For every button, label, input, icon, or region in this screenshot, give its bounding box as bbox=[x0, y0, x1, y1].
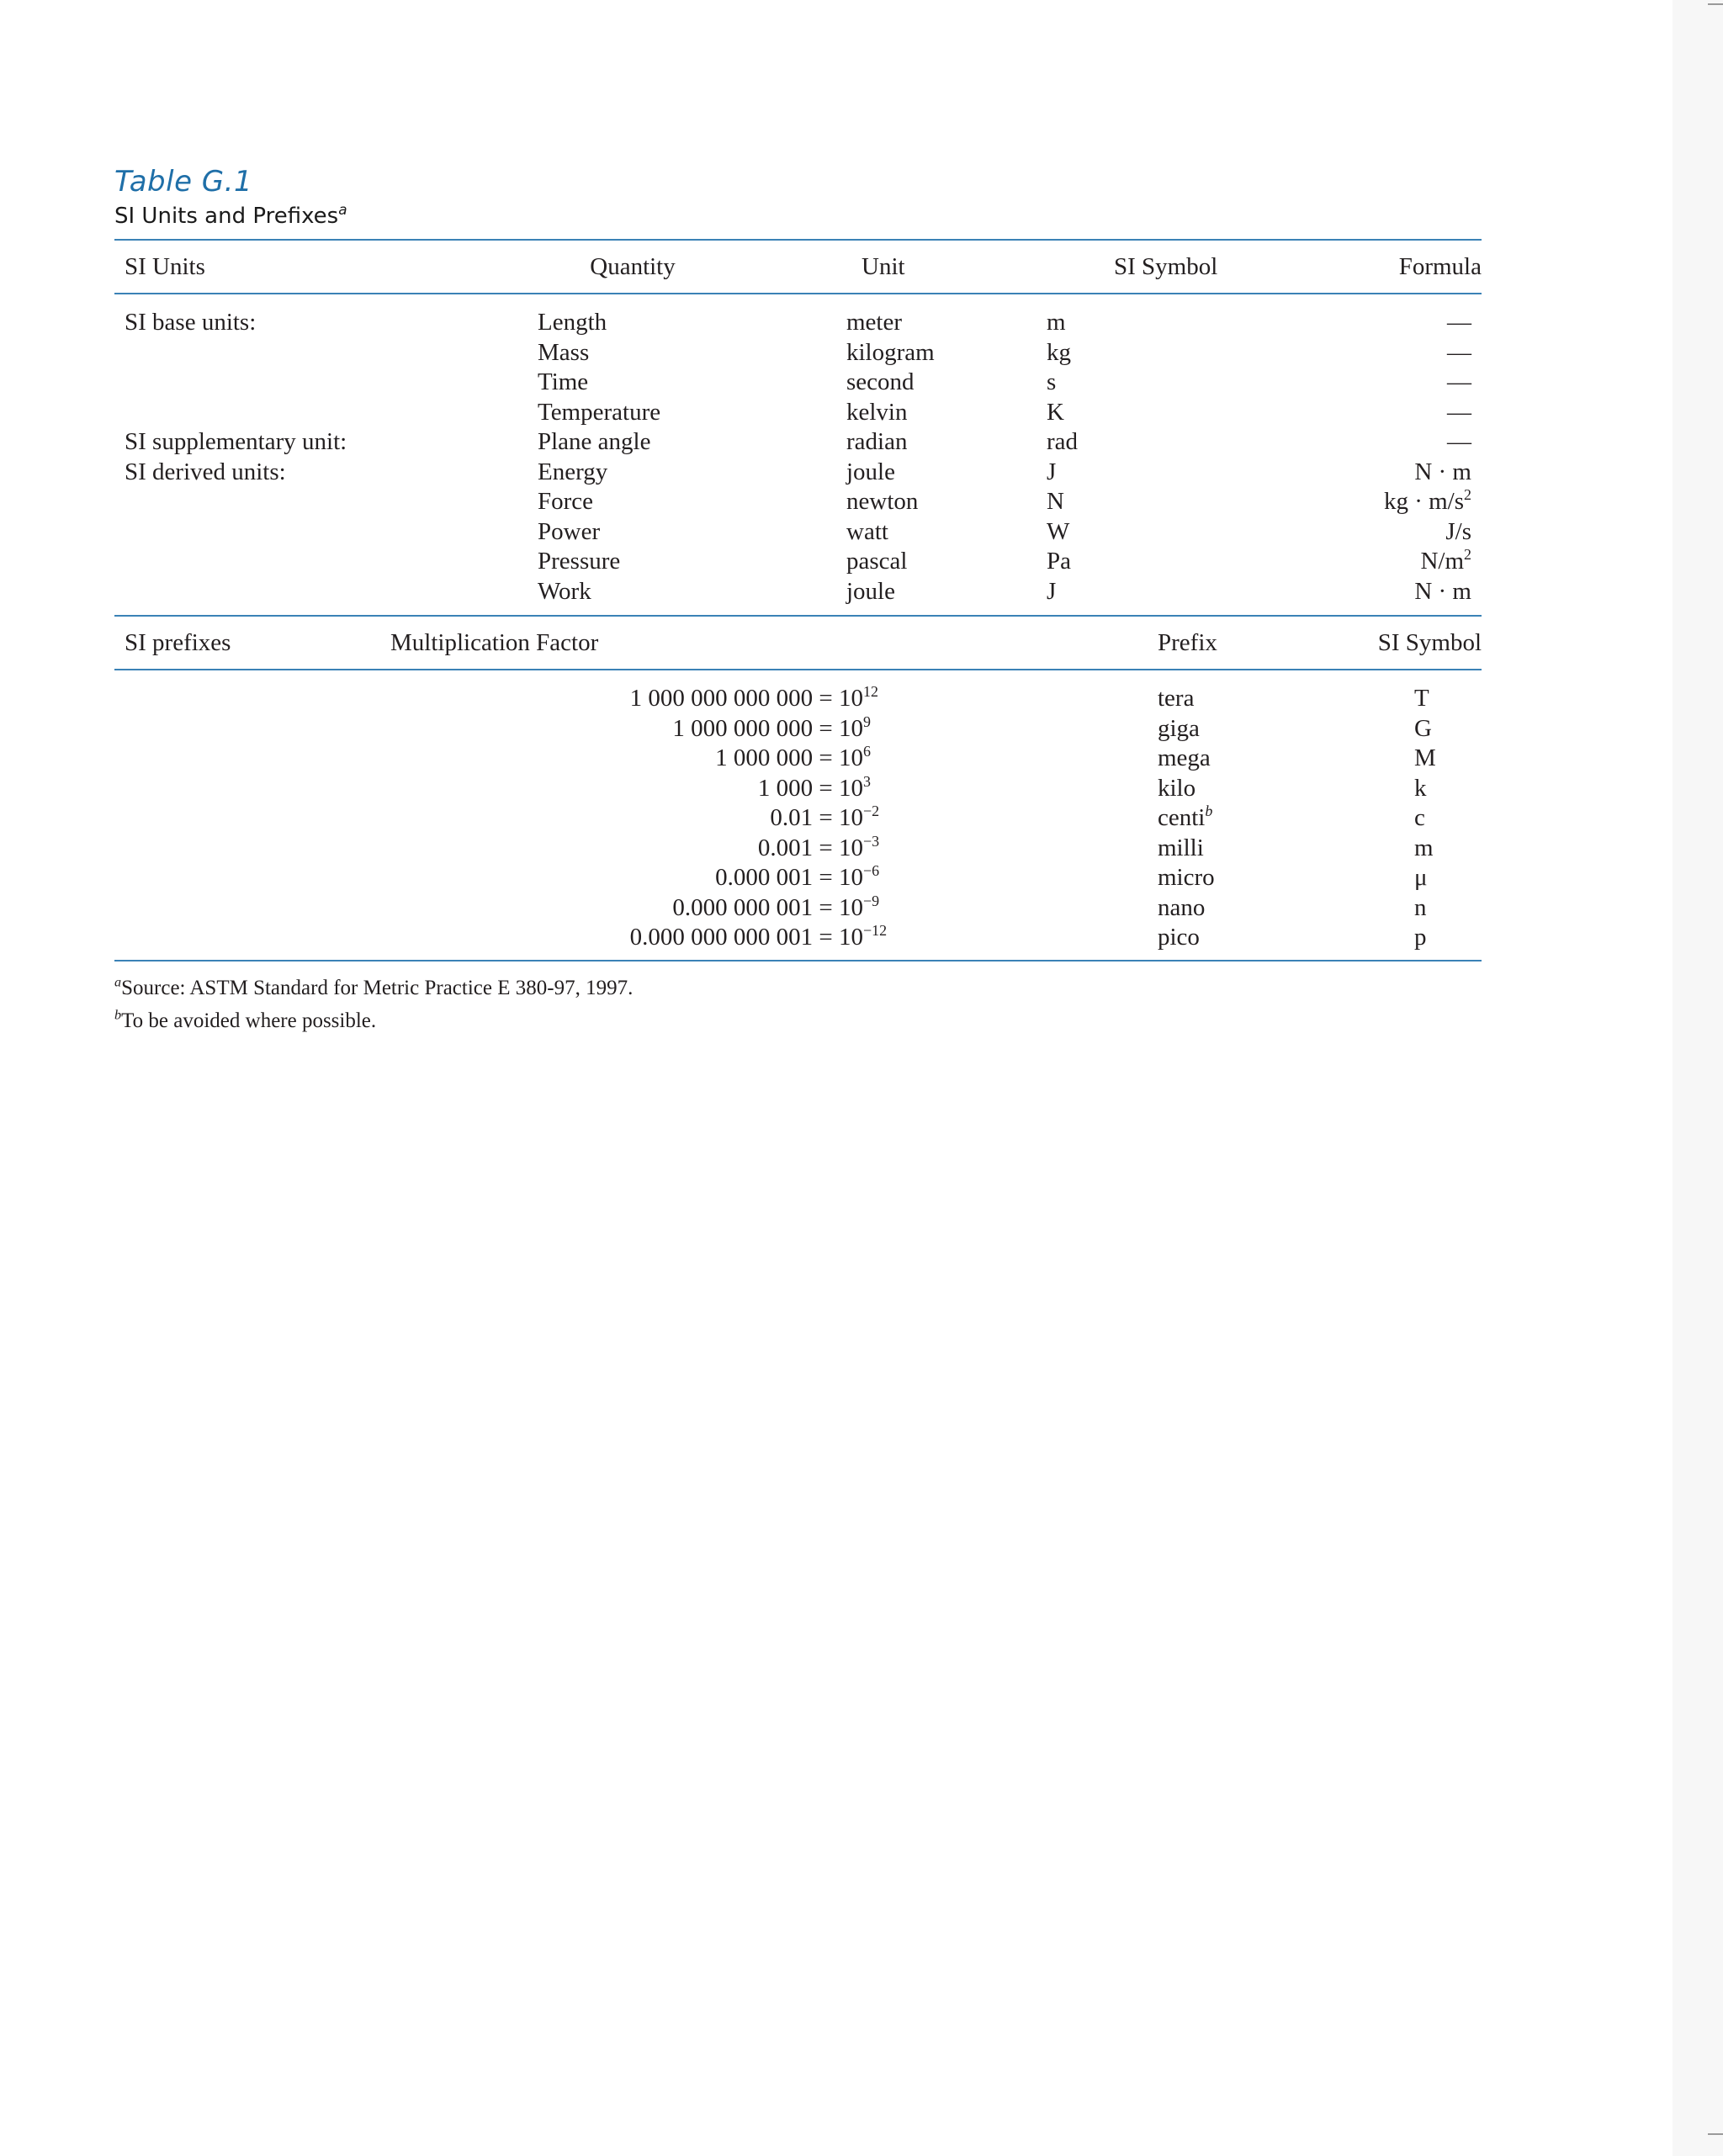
formula-text: N · m bbox=[1414, 458, 1471, 485]
formula-text: — bbox=[1447, 309, 1471, 336]
row-quantity: Work bbox=[538, 577, 591, 605]
row-group-label bbox=[114, 487, 538, 517]
units-row bbox=[114, 487, 1482, 517]
row-si-symbol: W bbox=[1047, 517, 1070, 545]
prefix-row bbox=[114, 714, 1482, 744]
prefix-row bbox=[114, 744, 1482, 774]
prefix-text: milli bbox=[1158, 834, 1204, 861]
formula-text: — bbox=[1447, 428, 1471, 455]
row-formula bbox=[1305, 427, 1482, 458]
units-row bbox=[114, 577, 1482, 607]
header-multiplication-factor: Multiplication Factor bbox=[390, 629, 599, 656]
factor-text: 1 000 000 000 = 10 bbox=[672, 714, 863, 742]
row-si-symbol: M bbox=[1414, 744, 1436, 771]
prefix-text: kilo bbox=[1158, 774, 1196, 802]
row-si-symbol: m bbox=[1047, 309, 1066, 336]
page-edge-mark-top bbox=[1708, 3, 1723, 5]
row-si-symbol: c bbox=[1414, 804, 1425, 831]
row-unit: joule bbox=[846, 458, 895, 485]
units-row bbox=[114, 547, 1482, 577]
row-unit: newton bbox=[846, 488, 919, 515]
row-si-symbol: k bbox=[1414, 774, 1427, 802]
units-row bbox=[114, 517, 1482, 548]
footnotes bbox=[114, 972, 1482, 1037]
row-quantity: Power bbox=[538, 517, 601, 545]
prefix-row bbox=[114, 923, 1482, 953]
row-formula bbox=[1305, 487, 1482, 517]
row-blank bbox=[114, 714, 367, 744]
row-si-symbol: kg bbox=[1047, 338, 1071, 366]
footnote-mark: b bbox=[114, 1006, 122, 1022]
row-si-symbol: G bbox=[1414, 714, 1432, 742]
factor-text: 1 000 000 000 000 = 10 bbox=[629, 685, 863, 712]
units-body bbox=[114, 294, 1482, 607]
footnote-text: Source: ASTM Standard for Metric Practice E 380-97, 1997. bbox=[121, 976, 634, 999]
header-si-prefixes: SI prefixes bbox=[125, 629, 231, 656]
row-formula bbox=[1305, 547, 1482, 577]
row-prefix bbox=[897, 834, 1204, 864]
units-row bbox=[114, 294, 1482, 338]
row-multiplication-factor: 1 000 $000 = 10^6$ bbox=[715, 743, 871, 771]
table-number: Table G.1 bbox=[114, 165, 253, 199]
prefix-text: giga bbox=[1158, 714, 1200, 742]
row-prefix bbox=[897, 670, 1195, 714]
prefix-text: nano bbox=[1158, 893, 1206, 921]
table-caption-note: a bbox=[338, 200, 347, 218]
factor-text: 0.01 = 10 bbox=[770, 804, 863, 831]
formula-text: kg · m/s bbox=[1383, 488, 1465, 515]
footnote-a bbox=[114, 972, 1482, 1004]
row-multiplication-factor: $0.01 = 10^{-2}$ bbox=[770, 803, 880, 831]
row-quantity: Pressure bbox=[538, 548, 621, 575]
header-quantity: Quantity bbox=[590, 253, 676, 280]
formula-exponent: 2 bbox=[1464, 486, 1471, 504]
row-prefix bbox=[897, 923, 1200, 953]
header-formula: Formula bbox=[1398, 253, 1482, 280]
row-si-symbol: μ bbox=[1414, 864, 1428, 891]
units-row bbox=[114, 368, 1482, 398]
row-si-symbol: T bbox=[1414, 685, 1429, 712]
row-si-symbol: J bbox=[1047, 458, 1057, 485]
row-formula bbox=[1305, 577, 1482, 607]
factor-text: 0.001 = 10 bbox=[757, 834, 863, 861]
row-si-symbol: rad bbox=[1047, 428, 1079, 455]
row-group-label: SI supplementary unit: bbox=[125, 428, 347, 455]
si-prefixes-table bbox=[114, 617, 1482, 669]
row-multiplication-factor: 1 000 000 000 $000 = 10^{12}$ bbox=[629, 683, 878, 712]
footnote-mark: a bbox=[114, 973, 122, 989]
row-quantity: Length bbox=[538, 309, 607, 336]
formula-text: J/s bbox=[1445, 517, 1471, 545]
bottom-rule bbox=[114, 960, 1482, 961]
factor-text: 0.000 001 = 10 bbox=[715, 864, 863, 891]
header-si-symbol: SI Symbol bbox=[1114, 253, 1218, 280]
prefix-text: micro bbox=[1158, 864, 1215, 891]
row-prefix bbox=[897, 893, 1206, 924]
prefix-text: centi bbox=[1158, 804, 1206, 831]
header-unit: Unit bbox=[862, 253, 905, 280]
prefix-row bbox=[114, 834, 1482, 864]
row-unit: radian bbox=[846, 428, 908, 455]
row-si-symbol: s bbox=[1047, 368, 1057, 395]
row-unit: pascal bbox=[846, 548, 908, 575]
prefixes-header-row bbox=[114, 617, 1482, 669]
prefix-text: tera bbox=[1158, 685, 1195, 712]
si-units-table bbox=[114, 241, 1482, 293]
row-si-symbol: m bbox=[1414, 834, 1434, 861]
row-group-label: SI derived units: bbox=[125, 458, 286, 485]
row-group-label bbox=[114, 398, 538, 428]
row-formula bbox=[1305, 517, 1482, 548]
units-row bbox=[114, 338, 1482, 368]
row-prefix bbox=[897, 744, 1211, 774]
prefix-row bbox=[114, 893, 1482, 924]
row-blank bbox=[114, 834, 367, 864]
units-row bbox=[114, 458, 1482, 488]
row-group-label bbox=[114, 368, 538, 398]
row-prefix bbox=[897, 774, 1196, 804]
units-header-row bbox=[114, 241, 1482, 293]
formula-text: N/m bbox=[1420, 548, 1465, 575]
table-figure bbox=[114, 165, 1482, 1037]
footnote-b bbox=[114, 1004, 1482, 1037]
row-blank bbox=[114, 803, 367, 834]
page-edge-mark-bottom bbox=[1708, 2133, 1723, 2135]
row-quantity: Mass bbox=[538, 338, 590, 366]
row-blank bbox=[114, 863, 367, 893]
row-blank bbox=[114, 893, 367, 924]
prefix-row bbox=[114, 774, 1482, 804]
row-unit: kelvin bbox=[846, 398, 908, 426]
row-unit: second bbox=[846, 368, 915, 395]
formula-text: N · m bbox=[1414, 577, 1471, 605]
row-multiplication-factor: 1 $000 = 10^3$ bbox=[757, 772, 871, 802]
prefix-row bbox=[114, 670, 1482, 714]
row-formula bbox=[1305, 294, 1482, 338]
row-blank bbox=[114, 774, 367, 804]
row-si-symbol: N bbox=[1047, 488, 1064, 515]
header-prefix: Prefix bbox=[1158, 629, 1217, 656]
prefix-text: pico bbox=[1158, 924, 1200, 951]
row-group-label bbox=[114, 517, 538, 548]
factor-text: 1 000 000 = 10 bbox=[715, 744, 863, 771]
factor-text: 0.000 000 000 001 = 10 bbox=[629, 924, 863, 951]
row-si-symbol: n bbox=[1414, 893, 1427, 921]
row-formula bbox=[1305, 398, 1482, 428]
row-multiplication-factor: 0.000 000 $001 = 10^{-9}$ bbox=[672, 892, 880, 921]
row-prefix bbox=[897, 803, 1213, 834]
row-unit: kilogram bbox=[846, 338, 935, 366]
row-group-label bbox=[114, 547, 538, 577]
row-quantity: Time bbox=[538, 368, 589, 395]
prefix-row bbox=[114, 803, 1482, 834]
row-si-symbol: J bbox=[1047, 577, 1057, 605]
row-group-label: SI base units: bbox=[125, 309, 257, 336]
row-multiplication-factor: 1 000 000 $000 = 10^9$ bbox=[672, 712, 871, 742]
prefix-text: mega bbox=[1158, 744, 1211, 771]
row-blank bbox=[114, 670, 367, 714]
header-prefix-si-symbol: SI Symbol bbox=[1377, 629, 1482, 656]
header-si-units: SI Units bbox=[125, 253, 205, 280]
prefix-note: b bbox=[1205, 803, 1213, 820]
row-multiplication-factor: $0.001 = 10^{-3}$ bbox=[757, 832, 880, 861]
table-caption bbox=[114, 202, 1482, 230]
footnote-text: To be avoided where possible. bbox=[121, 1009, 377, 1032]
row-quantity: Plane angle bbox=[538, 428, 651, 455]
row-si-symbol: p bbox=[1414, 924, 1427, 951]
row-formula bbox=[1305, 458, 1482, 488]
row-unit: joule bbox=[846, 577, 895, 605]
row-formula bbox=[1305, 338, 1482, 368]
prefix-row bbox=[114, 863, 1482, 893]
formula-text: — bbox=[1447, 338, 1471, 366]
factor-text: 0.000 000 001 = 10 bbox=[672, 893, 863, 921]
row-unit: watt bbox=[846, 517, 888, 545]
units-row bbox=[114, 398, 1482, 428]
row-multiplication-factor: 0.000 $001 = 10^{-6}$ bbox=[715, 862, 880, 891]
row-group-label bbox=[114, 577, 538, 607]
units-row bbox=[114, 427, 1482, 458]
row-prefix bbox=[897, 714, 1200, 744]
row-quantity: Force bbox=[538, 488, 594, 515]
table-caption-text: SI Units and Prefixes bbox=[114, 204, 339, 229]
row-blank bbox=[114, 923, 367, 953]
row-unit: meter bbox=[846, 309, 903, 336]
row-quantity: Energy bbox=[538, 458, 608, 485]
prefixes-body bbox=[114, 670, 1482, 953]
row-formula bbox=[1305, 368, 1482, 398]
row-blank bbox=[114, 744, 367, 774]
formula-text: — bbox=[1447, 368, 1471, 395]
row-group-label bbox=[114, 338, 538, 368]
formula-text: — bbox=[1447, 398, 1471, 426]
formula-exponent: 2 bbox=[1464, 546, 1471, 564]
row-si-symbol: Pa bbox=[1047, 548, 1071, 575]
row-quantity: Temperature bbox=[538, 398, 661, 426]
page-edge-strip bbox=[1673, 0, 1723, 2156]
factor-text: 1 000 = 10 bbox=[757, 774, 863, 802]
row-si-symbol: K bbox=[1047, 398, 1064, 426]
row-prefix bbox=[897, 863, 1215, 893]
row-multiplication-factor: 0.000 000 000 $001 = 10^{-12}$ bbox=[629, 922, 888, 951]
